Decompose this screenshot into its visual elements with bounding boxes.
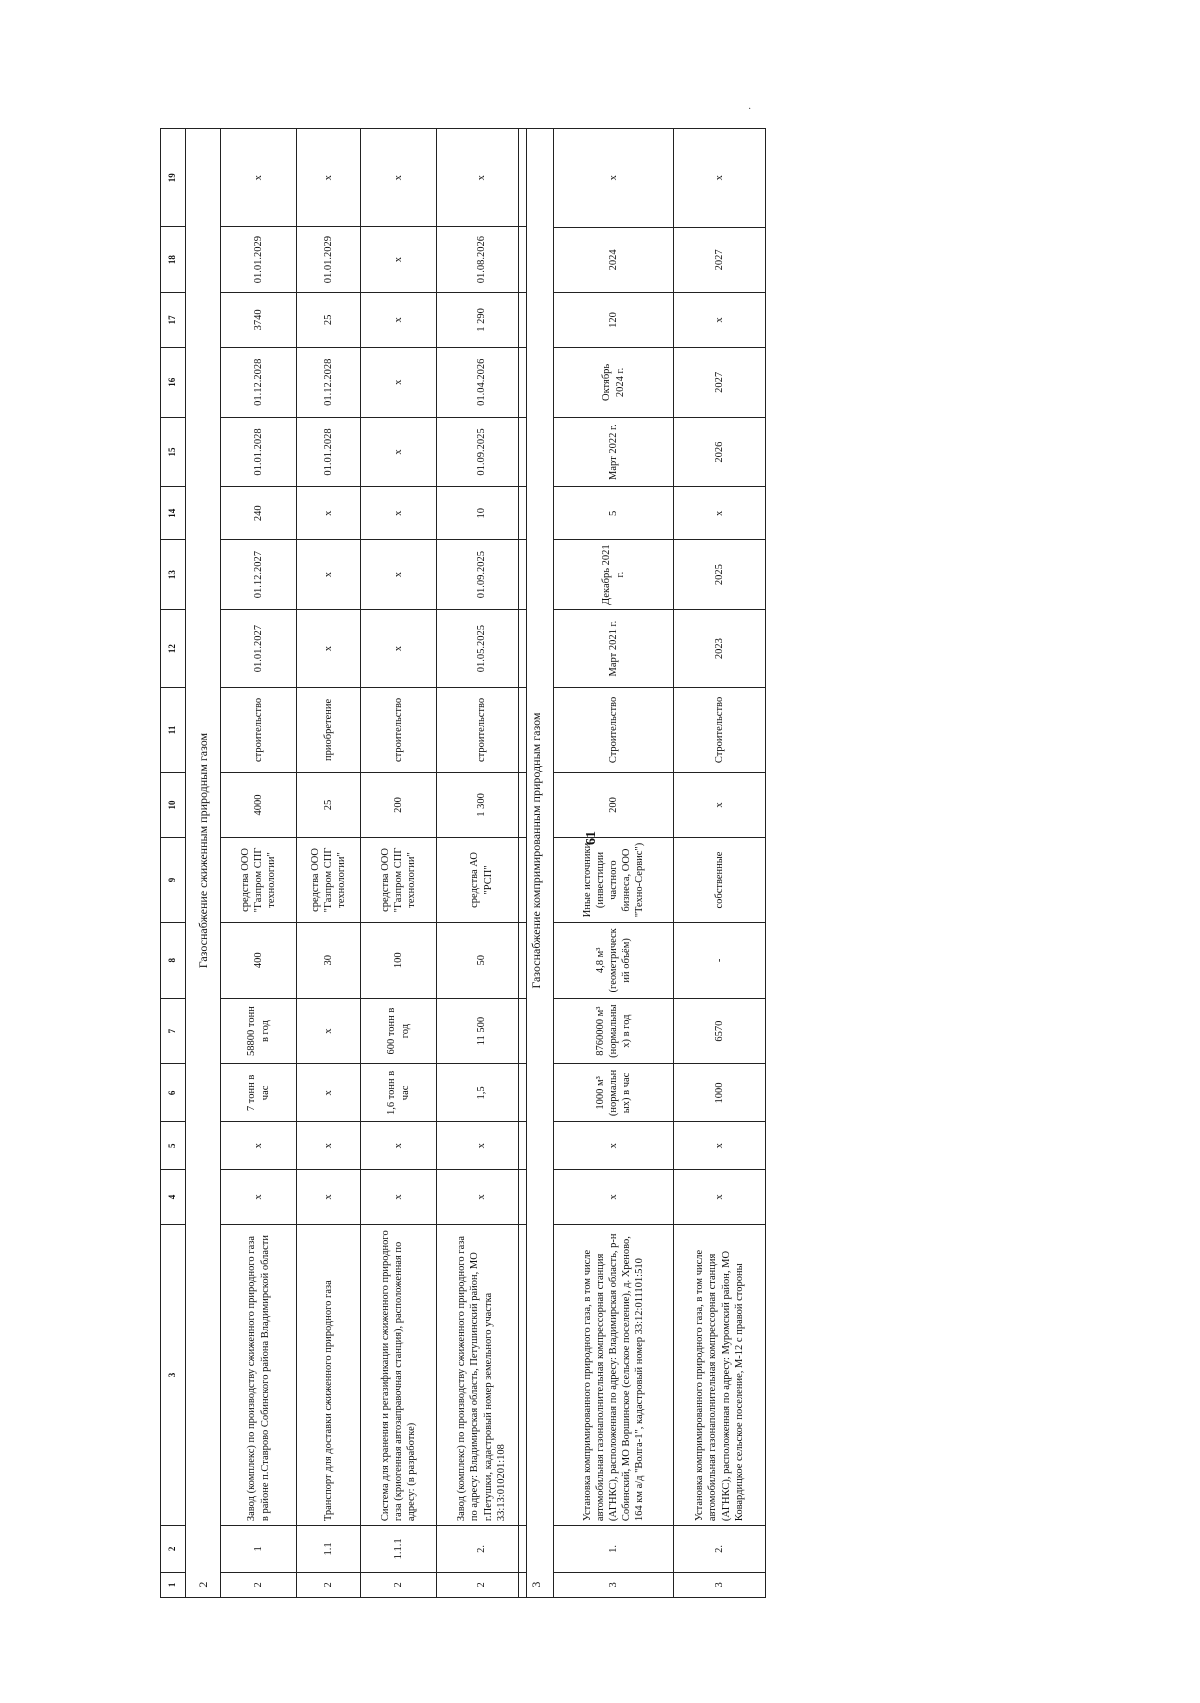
col-num: 15 (161, 417, 186, 487)
cell: 01.01.2029 (297, 227, 361, 293)
cell: 240 (221, 487, 297, 540)
col-num: 5 (161, 1122, 186, 1170)
cell: x (554, 1170, 674, 1225)
section-row (186, 129, 221, 1598)
cell: 25 (297, 772, 361, 838)
cell: 01.01.2029 (221, 227, 297, 293)
cell: 1 (221, 1526, 297, 1573)
cell: 3740 (221, 292, 297, 347)
cell-description: Установка компримированного природного газа, в том числе автомобильная газонаполнительная компрессорная станция (АГНКС), расположенная по адресу: Владимирская область, р-н Собинский, МО Воршинское (сельское поселение), д. Хреново, 164 км а/д "Волга-1", кадастровый номер 33:12:011101:510 (554, 1224, 674, 1525)
col-num: 19 (161, 129, 186, 227)
cell: 8760000 м³ (нормальных) в год (554, 998, 674, 1064)
cell: средства ООО "Газпром СПГ технологии" (297, 838, 361, 923)
col-num: 12 (161, 609, 186, 687)
cell: собственные (674, 838, 766, 923)
cell: 2 (361, 1572, 437, 1597)
cell: 2. (437, 1526, 527, 1573)
cell: 600 тонн в год (361, 998, 437, 1064)
cell: 2023 (674, 610, 766, 688)
cell: - (674, 922, 766, 998)
cell: 4,8 м³ (геометрический объём) (554, 922, 674, 998)
cell-description: Установка компримированного природного газа, в том числе автомобильная газонаполнительная компрессорная станция (АГНКС), расположенная по адресу: Муромский район, МО Ковардицкое сельское поселение, М-12 с правой стороны (674, 1224, 766, 1525)
cell: строительство (221, 688, 297, 773)
cell: 1,6 тонн в час (361, 1064, 437, 1122)
cell: x (297, 1122, 361, 1170)
cell: x (674, 293, 766, 348)
cell: x (361, 292, 437, 347)
cell: 2024 (554, 227, 674, 293)
cell: 400 (221, 922, 297, 998)
cell: 01.05.2025 (437, 609, 527, 687)
cell: 01.01.2028 (221, 417, 297, 487)
cell: 1 300 (437, 772, 527, 838)
cell: 1.1 (297, 1526, 361, 1573)
cell: 1,5 (437, 1064, 527, 1122)
table-lng (160, 128, 527, 1598)
col-num: 1 (161, 1572, 186, 1597)
cell: 30 (297, 922, 361, 998)
cell: Март 2022 г. (554, 417, 674, 487)
cell: x (361, 1122, 437, 1170)
table-row (437, 129, 527, 1598)
col-num: 11 (161, 688, 186, 773)
cell: 01.01.2028 (297, 417, 361, 487)
cell: x (674, 487, 766, 540)
table-row (221, 129, 297, 1598)
cell: x (361, 347, 437, 417)
col-num: 17 (161, 292, 186, 347)
cell: x (554, 129, 674, 228)
col-num: 9 (161, 838, 186, 923)
cell: 200 (554, 772, 674, 838)
cell: 2026 (674, 417, 766, 487)
section-title: Газоснабжение компримированным природным газом (519, 129, 554, 1573)
column-number-row (161, 129, 186, 1598)
scan-dot: · (748, 104, 752, 115)
cell: 1000 м³ (нормальных) в час (554, 1064, 674, 1122)
cell: 4000 (221, 772, 297, 838)
cell: 200 (361, 772, 437, 838)
cell: Иные источники (инвестиции частного бизнеса, ООО "Техно-Сервис") (554, 838, 674, 923)
cell: 01.12.2028 (221, 347, 297, 417)
col-num: 7 (161, 998, 186, 1064)
col-num: 16 (161, 347, 186, 417)
cell: x (361, 227, 437, 293)
cell: x (437, 1122, 527, 1170)
cell: 2. (674, 1526, 766, 1572)
cell: x (361, 129, 437, 227)
cell: Строительство (674, 688, 766, 773)
col-num: 6 (161, 1064, 186, 1122)
cell-description: Завод (комплекс) по производству сжиженного природного газа по адресу: Владимирская область, Петушинский район, МО г.Петушки, кадастровый номер земельного участка 33:13:010201:108 (437, 1224, 527, 1525)
page-number: 61 (584, 831, 599, 845)
cell: x (674, 1122, 766, 1170)
cell: 01.09.2025 (437, 417, 527, 487)
cell: x (361, 1170, 437, 1225)
cell: 01.09.2025 (437, 540, 527, 610)
col-num: 10 (161, 772, 186, 838)
cell: средства ООО "Газпром СПГ технологии" (221, 838, 297, 923)
cell: x (297, 487, 361, 540)
table-row (674, 129, 766, 1598)
cell: x (297, 998, 361, 1064)
cell: x (221, 1122, 297, 1170)
cell: 2027 (674, 348, 766, 418)
col-num: 4 (161, 1170, 186, 1225)
cell: Строительство (554, 688, 674, 773)
cell: 3 (554, 1572, 674, 1597)
cell: x (221, 1170, 297, 1225)
cell: x (297, 1170, 361, 1225)
col-num: 14 (161, 487, 186, 540)
cell-description: Завод (комплекс) по производству сжиженного природного газа в районе п.Ставрово Собинского района Владимирской области (221, 1224, 297, 1525)
cell: x (297, 129, 361, 227)
cell: приобретение (297, 688, 361, 773)
cell: средства ООО "Газпром СПГ технологии" (361, 838, 437, 923)
cell: x (437, 129, 527, 227)
cell: 2025 (674, 540, 766, 610)
col-num: 8 (161, 922, 186, 998)
cell: x (674, 129, 766, 228)
cell: 01.12.2027 (221, 540, 297, 610)
cell: 100 (361, 922, 437, 998)
col-num: 13 (161, 540, 186, 610)
cell: 1.1.1 (361, 1526, 437, 1573)
cell: 3 (674, 1572, 766, 1597)
cell: 01.04.2026 (437, 347, 527, 417)
col-num: 2 (161, 1526, 186, 1573)
cell: 01.01.2027 (221, 609, 297, 687)
cell: 7 тонн в час (221, 1064, 297, 1122)
cell: 25 (297, 292, 361, 347)
cell: средства АО "РСП" (437, 838, 527, 923)
col-num: 3 (161, 1224, 186, 1525)
rotated-page (160, 128, 840, 1598)
cell: 58800 тонн в год (221, 998, 297, 1064)
cell: 10 (437, 487, 527, 540)
cell: строительство (437, 688, 527, 773)
cell: x (361, 540, 437, 610)
cell: x (674, 1170, 766, 1225)
cell: x (361, 609, 437, 687)
cell: 2 (297, 1572, 361, 1597)
cell: Октябрь 2024 г. (554, 348, 674, 418)
cell: 11 500 (437, 998, 527, 1064)
cell: 5 (554, 487, 674, 540)
cell: 01.12.2028 (297, 347, 361, 417)
cell: 1. (554, 1526, 674, 1572)
cell: 2027 (674, 227, 766, 293)
cell: строительство (361, 688, 437, 773)
cell: 6570 (674, 998, 766, 1064)
cell: 1000 (674, 1064, 766, 1122)
cell: x (674, 772, 766, 838)
col-num: 18 (161, 227, 186, 293)
cell: x (361, 417, 437, 487)
cell-description: Система для хранения и регазификации сжиженного природного газа (криогенная автозаправочная станция), расположенная по адресу: (в разработке) (361, 1224, 437, 1525)
cell: x (221, 129, 297, 227)
cell: 1 290 (437, 292, 527, 347)
cell: 50 (437, 922, 527, 998)
table-row (297, 129, 361, 1598)
section-id: 3 (519, 1572, 554, 1597)
cell: x (297, 609, 361, 687)
section-id: 2 (186, 1572, 221, 1597)
cell: 120 (554, 293, 674, 348)
cell: x (297, 1064, 361, 1122)
cell: x (297, 540, 361, 610)
table-cng (518, 128, 766, 1598)
table-row (361, 129, 437, 1598)
cell: Декабрь 2021 г. (554, 540, 674, 610)
cell: x (437, 1170, 527, 1225)
cell: x (554, 1122, 674, 1170)
section-row (519, 129, 554, 1598)
section-title: Газоснабжение сжиженным природным газом (186, 129, 221, 1573)
cell: 2 (221, 1572, 297, 1597)
cell: 01.08.2026 (437, 227, 527, 293)
cell: 2 (437, 1572, 527, 1597)
cell-description: Транспорт для доставки сжиженного природного газа (297, 1224, 361, 1525)
cell: Март 2021 г. (554, 610, 674, 688)
table-row (554, 129, 674, 1598)
cell: x (361, 487, 437, 540)
